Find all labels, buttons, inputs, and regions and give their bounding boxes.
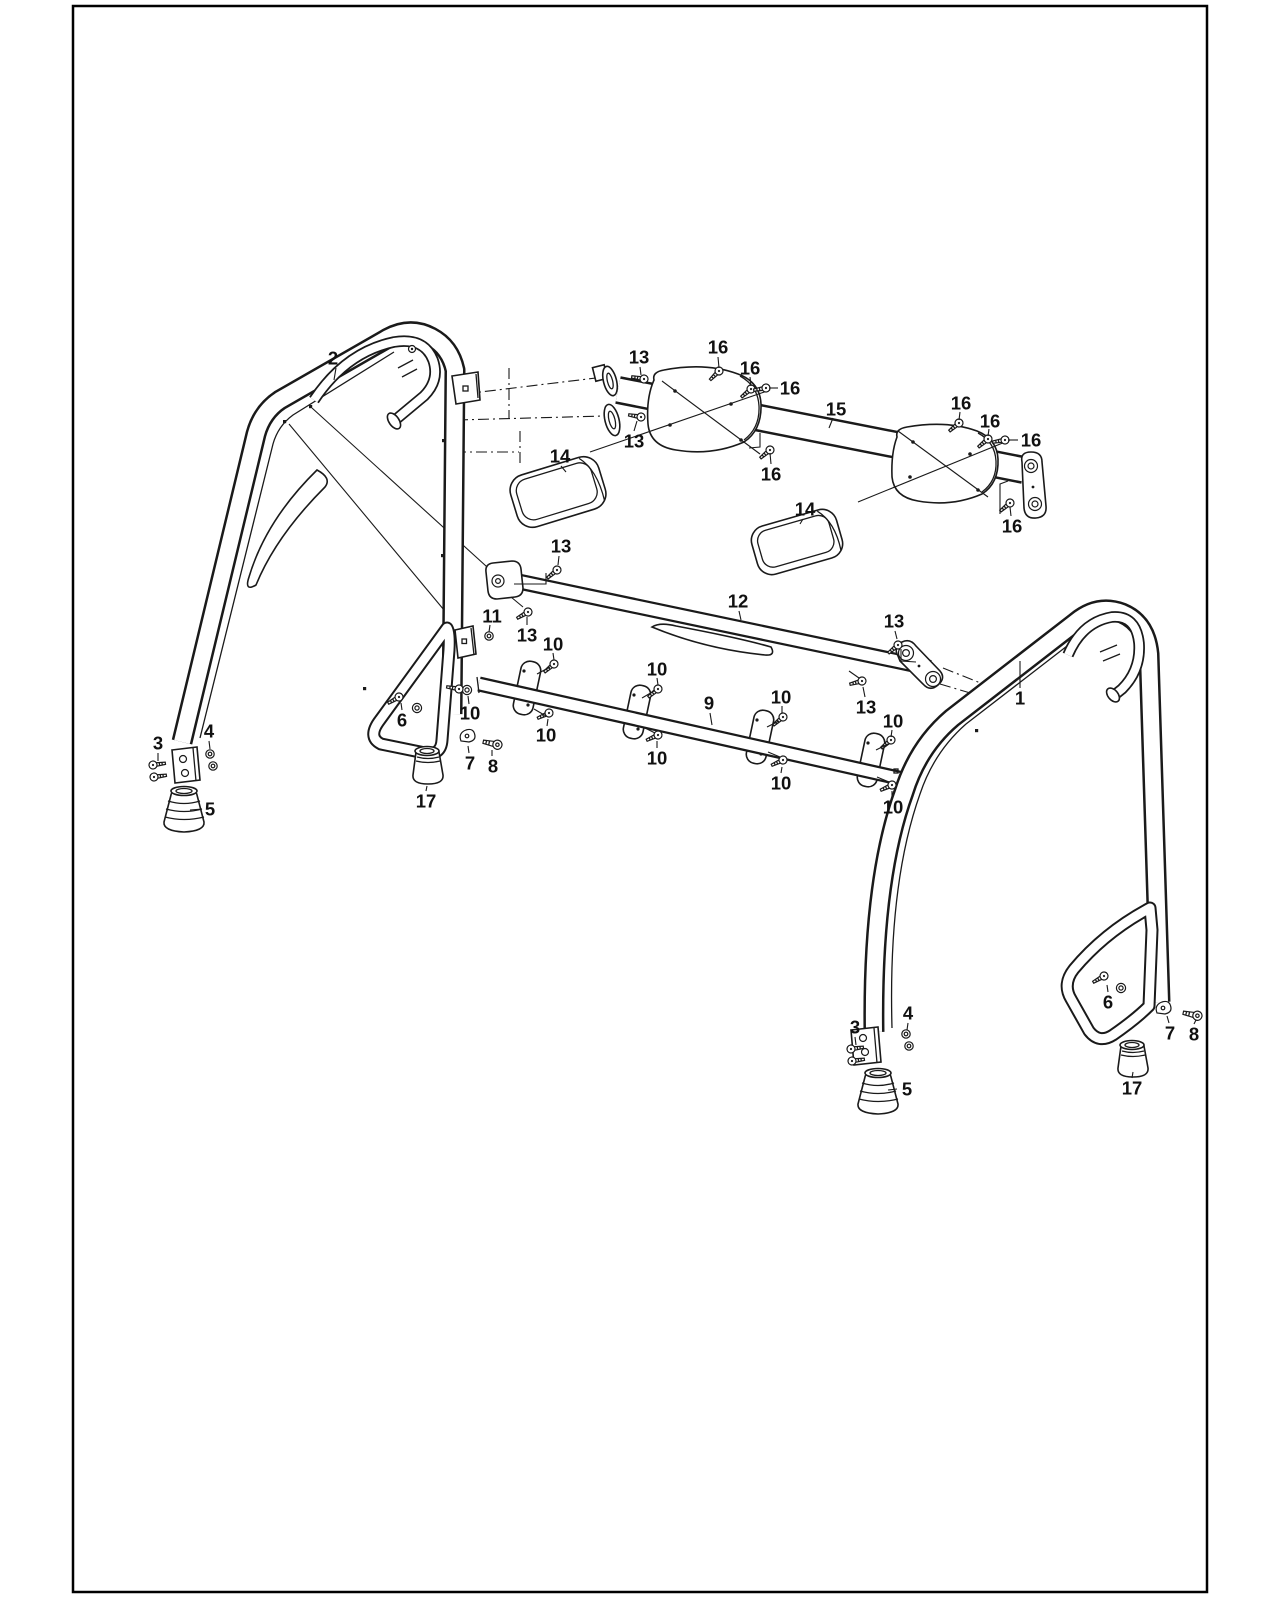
callout-13: 13 — [855, 696, 877, 718]
nut-4 — [209, 762, 217, 770]
callout-10: 10 — [646, 747, 668, 769]
callout-6: 6 — [396, 709, 408, 731]
callout-leader — [634, 421, 637, 431]
callout-leader — [718, 357, 719, 368]
callout-17: 17 — [415, 790, 437, 812]
bracket-11 — [455, 626, 476, 658]
bolt-6 — [1091, 971, 1109, 986]
callout-14: 14 — [549, 445, 571, 467]
right-cap-17 — [1118, 1041, 1148, 1078]
callout-7: 7 — [1164, 1022, 1176, 1044]
screw-8 — [1182, 1008, 1203, 1021]
callout-13: 13 — [516, 624, 538, 646]
washer-10 — [462, 685, 471, 694]
nut-4 — [902, 1030, 910, 1038]
callout-16: 16 — [950, 392, 972, 414]
right-link-plate — [1022, 452, 1046, 518]
bolt-13 — [515, 607, 533, 622]
left-top-bracket — [452, 372, 480, 404]
callout-13: 13 — [628, 346, 650, 368]
callout-5: 5 — [901, 1078, 913, 1100]
callout-leader — [863, 687, 865, 697]
top-accessory-bar — [592, 365, 1046, 518]
callout-2: 2 — [327, 347, 339, 369]
callout-5: 5 — [204, 798, 216, 820]
bolt-13 — [628, 411, 646, 422]
right-roll-bar — [851, 610, 1160, 1114]
callout-10: 10 — [459, 702, 481, 724]
callout-8: 8 — [487, 755, 499, 777]
callout-leader — [710, 713, 712, 725]
left-foot-clamp — [172, 747, 200, 783]
callout-6: 6 — [1102, 991, 1114, 1013]
callout-15: 15 — [825, 398, 847, 420]
left-cap-17 — [413, 747, 443, 785]
callout-16: 16 — [1001, 515, 1023, 537]
callout-10: 10 — [646, 658, 668, 680]
bolt-10 — [536, 708, 554, 722]
callout-leader — [895, 631, 897, 639]
backrest-bar — [486, 561, 943, 688]
callout-17: 17 — [1121, 1077, 1143, 1099]
callout-3: 3 — [849, 1016, 861, 1038]
bolt-3 — [148, 759, 165, 769]
callout-10: 10 — [882, 710, 904, 732]
nut-4 — [206, 750, 214, 758]
callout-1: 1 — [1014, 687, 1026, 709]
callout-7: 7 — [464, 752, 476, 774]
bolt-13 — [545, 564, 563, 581]
callout-leader — [739, 611, 741, 620]
callout-10: 10 — [770, 686, 792, 708]
right-corner-handle — [1068, 617, 1139, 704]
callout-leader — [770, 453, 771, 464]
callout-14: 14 — [794, 498, 816, 520]
callout-leader — [907, 1023, 908, 1030]
left-grab-loop — [363, 628, 449, 753]
callout-8: 8 — [1188, 1023, 1200, 1045]
callout-leader — [558, 556, 559, 565]
callout-layer — [153, 337, 1199, 1100]
callout-10: 10 — [542, 633, 564, 655]
callout-11: 11 — [482, 605, 502, 627]
callout-12: 12 — [727, 590, 749, 612]
callout-9: 9 — [703, 692, 715, 714]
callout-3: 3 — [152, 732, 164, 754]
callout-16: 16 — [739, 357, 761, 379]
bolt-3 — [149, 771, 166, 781]
bolt-13 — [849, 676, 867, 688]
callout-13: 13 — [623, 430, 645, 452]
callout-16: 16 — [779, 377, 801, 399]
right-grab-loop — [1067, 908, 1152, 1039]
callout-10: 10 — [770, 772, 792, 794]
nut-4 — [905, 1042, 913, 1050]
callout-10: 10 — [882, 796, 904, 818]
clip-7 — [460, 729, 475, 742]
callout-10: 10 — [535, 724, 557, 746]
callout-leader — [640, 367, 641, 375]
callout-16: 16 — [979, 410, 1001, 432]
bolt-10 — [542, 658, 560, 675]
page-border — [73, 6, 1207, 1592]
bar12-link-plate — [896, 641, 942, 689]
callout-4: 4 — [203, 720, 215, 742]
callout-13: 13 — [883, 610, 905, 632]
hardware — [148, 365, 1202, 1065]
pod-right — [892, 424, 998, 503]
washer-6 — [1116, 983, 1125, 992]
callout-16: 16 — [707, 336, 729, 358]
callout-leader — [209, 741, 210, 749]
screw-8 — [482, 737, 503, 750]
bolt-10 — [645, 730, 663, 744]
nut-11 — [485, 632, 493, 640]
right-boot — [858, 1069, 898, 1115]
callout-16: 16 — [760, 463, 782, 485]
pod-left — [648, 367, 761, 452]
clip-7 — [1156, 1001, 1171, 1014]
callout-4: 4 — [902, 1002, 914, 1024]
callout-16: 16 — [1020, 429, 1042, 451]
callout-13: 13 — [550, 535, 572, 557]
washer-6 — [412, 703, 421, 712]
